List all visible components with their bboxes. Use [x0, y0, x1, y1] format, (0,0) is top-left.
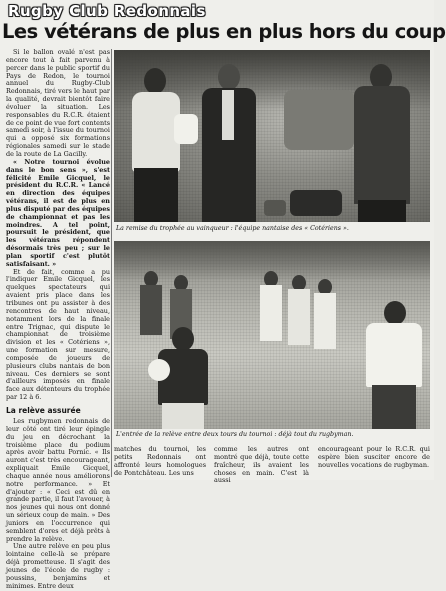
article-paragraph: Les rugbymen redonnais de leur côté ont tiré leur épingle du jeu en décrochant la troisième place du podium après avoir battu Pornic. « Ils auront c'est très encourageant, expliquait Emile Gicquel, chaque année nous améliorons notre performance. » Et d'ajouter : « Ceci est dû en grande partie, il faut l'avouer, à nos jeunes qui nous ont donné un sérieux coup de main. » Des juniors en l'occurrence qui semblent d'ores et déjà prêts à prendre la relève. — [6, 416, 110, 543]
trophy-photo — [114, 50, 430, 222]
column-divider — [111, 49, 112, 477]
article-column-bottom-2: comme les autres ont montré que déjà, toute cette fraîcheur, ils avaient les choses en main. C'est là aussi — [214, 445, 309, 485]
article-column-bottom-3: encourageant pour le R.C.R. qui espère bien susciter encore de nouvelles vocations de rugbyman. — [318, 445, 430, 469]
masthead: Rugby Club Redonnais — [8, 2, 206, 20]
article-paragraph: Et de fait, comme a pu l'indiquer Emile Gicquel, les quelques spectateurs qui avaient pris place dans les tribunes ont pu assister à des rencontres de haut niveau, notamment lors de la finale entre Trignac, qui dispute le championnat de troisième division et les « Cotériens », une formation sur mesure, composée de joueurs de plusieurs clubs nantais de bon niveau. Ces derniers se sont d'ailleurs imposés en finale face aux détenteurs du trophée par 12 à 6. — [6, 267, 110, 402]
article-subhead: La relève assurée — [6, 405, 81, 415]
article-column-left — [6, 48, 110, 590]
photo-caption: La remise du trophée au vainqueur : l'équipe nantaise des « Cotériens ». — [116, 225, 349, 232]
photo-caption: L'entrée de la relève entre deux tours du tournoi : déjà tout du rugbyman. — [116, 431, 354, 438]
article-paragraph: Si le ballon ovalé n'est pas encore tout à fait parvenu à percer dans le public sportif du Pays de Redon, le tournoi annuel du Rugby-Club Redonnais, tiré vers le haut par la qualité, devrait bientôt faire évoluer la situation. Les responsables du R.C.R. étaient de ce point de vue fort contents samedi soir, à l'issue du tournoi qui a opposé six formations régionales samedi sur le stade de la route de La Gacilly. — [6, 48, 110, 158]
youth-players-photo — [114, 241, 430, 429]
headline: Les vétérans de plus en plus hors du coup — [2, 20, 446, 43]
article-column-bottom-1: matches du tournoi, les petits Redonnais ont affronté leurs homologues de Pontchâteau. Les uns — [114, 445, 206, 477]
article-quote: « Notre tournoi évolue dans le bon sens », s'est félicité Emile Gicquel, le président du R.C.R. « Lancé en direction des équipes vétérans, il est de plus en plus disputé par des équipes de championnat et pas les moindres. A tel point, poursuit le président, que les vétérans répondent désormais très peu ; sur le plan sportif c'est plutôt satisfaisant. » — [6, 157, 110, 268]
article-paragraph: Une autre relève en peu plus lointaine celle-là se prépare déjà prometteuse. Il s'agit des jeunes de l'école de rugby : poussins, benjamins et minimes. Entre deux — [6, 542, 110, 590]
